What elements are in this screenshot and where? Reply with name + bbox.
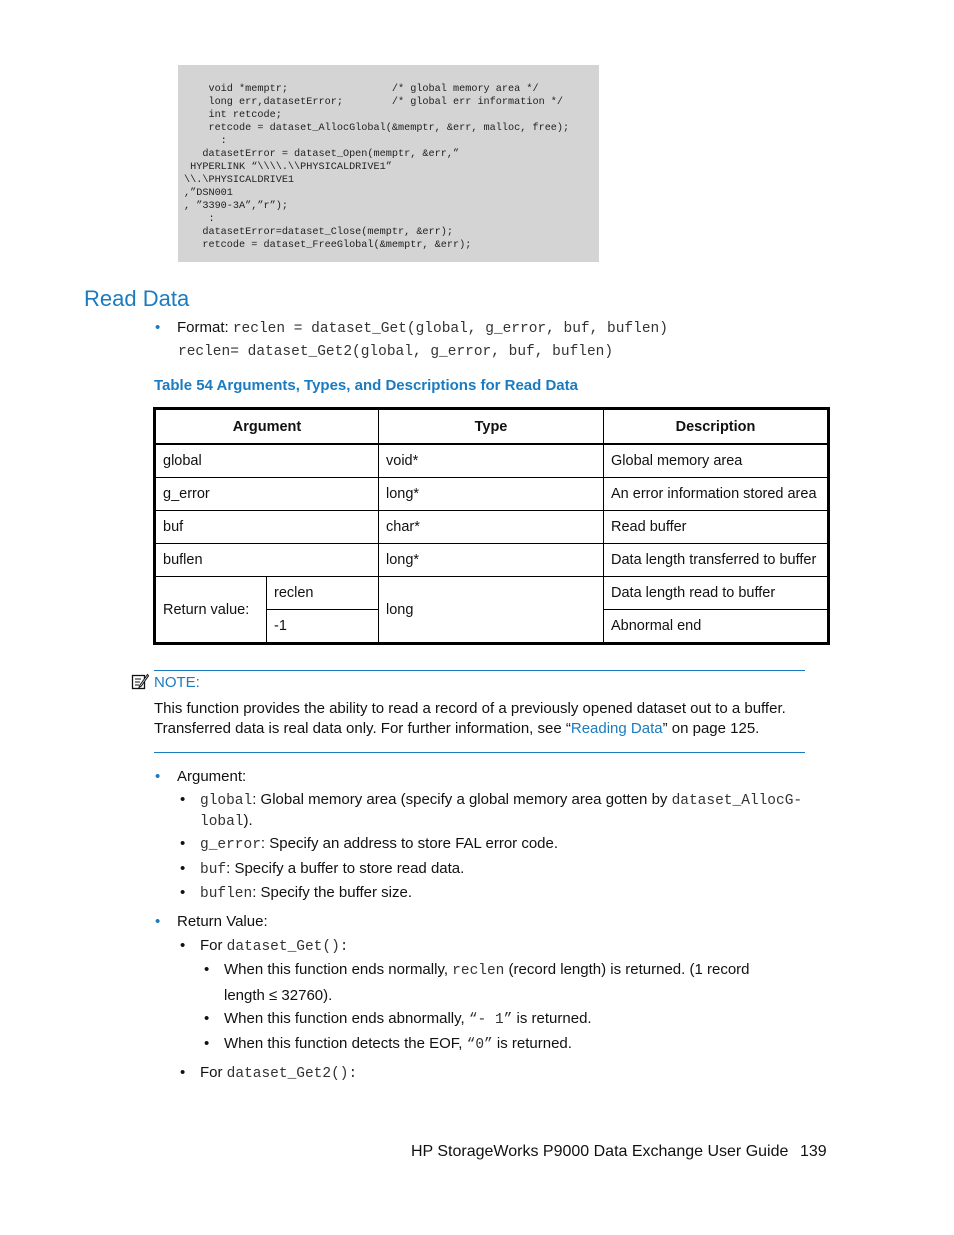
code-line: long err,datasetError; /* global err information */	[208, 97, 564, 108]
note-pencil-icon	[131, 673, 149, 691]
footer-page-number: 139	[800, 1143, 827, 1160]
note-label: NOTE:	[154, 674, 200, 691]
return-text: is returned.	[512, 1010, 592, 1027]
note-bottom-rule	[154, 752, 805, 753]
return-code: “0”	[466, 1037, 493, 1053]
format-code-get: reclen = dataset_Get(global, g_error, buf, buflen)	[232, 321, 668, 337]
argument-heading: Argument:	[177, 768, 247, 785]
cell-argument: buflen	[155, 544, 379, 577]
note-link-reading-data[interactable]: Reading Data	[570, 720, 663, 737]
return-text: (record length) is returned. (1 record	[504, 961, 750, 978]
sub-sub-bullet-icon: •	[204, 1035, 210, 1052]
bullet-icon: •	[155, 913, 161, 930]
return-normal-cont: length ≤ 32760).	[224, 987, 333, 1004]
header-type: Type	[379, 409, 604, 445]
cell-type: char*	[379, 511, 604, 544]
return-eof	[224, 1035, 572, 1053]
arguments-table	[153, 407, 830, 645]
table-row	[155, 444, 829, 478]
arg-text: : Global memory area (specify a global memory area gotten by	[252, 791, 672, 808]
arg-code: buf	[200, 862, 227, 878]
table-row	[155, 544, 829, 577]
code-line: \\.\PHYSICALDRIVE1	[184, 175, 295, 186]
table-row	[155, 478, 829, 511]
code-line: :	[208, 214, 215, 225]
code-line: void *memptr; /* global memory area */	[208, 84, 539, 95]
code-sample-text	[184, 83, 599, 252]
code-sample-block	[178, 65, 599, 262]
code-line: ,”DSN001	[184, 188, 233, 199]
sub-bullet-icon: •	[180, 791, 186, 808]
argument-item-buflen	[200, 884, 412, 902]
table-caption: Table 54 Arguments, Types, and Descriptions for Read Data	[154, 377, 578, 394]
cell-return-type: long	[379, 577, 604, 644]
return-text: When this function detects the EOF,	[224, 1035, 467, 1052]
return-text: is returned.	[492, 1035, 572, 1052]
return-for-get2	[200, 1064, 357, 1082]
note-text-after: ” on page 125.	[662, 720, 760, 737]
format-line	[177, 319, 668, 337]
for-label: For	[200, 1064, 227, 1081]
arg-code-ref-cont: lobal	[200, 814, 244, 830]
return-heading: Return Value:	[177, 913, 268, 930]
format-code-get2: reclen= dataset_Get2(global, g_error, buf, buflen)	[178, 344, 614, 360]
footer-guide-title: HP StorageWorks P9000 Data Exchange User Guide	[411, 1143, 789, 1160]
sub-bullet-icon: •	[180, 937, 186, 954]
code-line: retcode = dataset_FreeGlobal(&memptr, &err);	[184, 240, 472, 251]
code-line: datasetError = dataset_Open(memptr, &err,”	[202, 149, 460, 160]
cell-description: An error information stored area	[604, 478, 829, 511]
cell-argument: buf	[155, 511, 379, 544]
argument-item-global	[200, 791, 802, 809]
return-code: reclen	[452, 963, 505, 979]
arg-code: buflen	[200, 886, 253, 902]
return-for-get	[200, 937, 349, 955]
for-label: For	[200, 937, 227, 954]
table-header-row	[155, 409, 829, 445]
arg-text: : Specify a buffer to store read data.	[226, 860, 465, 877]
code-line: int retcode;	[208, 110, 282, 121]
header-description: Description	[604, 409, 829, 445]
sub-bullet-icon: •	[180, 1064, 186, 1081]
arg-code: global	[200, 793, 253, 809]
arg-text: : Specify the buffer size.	[252, 884, 413, 901]
return-text: When this function ends abnormally,	[224, 1010, 469, 1027]
code-line: , ”3390-3A”,”r”);	[184, 201, 288, 212]
cell-description: Global memory area	[604, 444, 829, 478]
code-line: datasetError=dataset_Close(memptr, &err);	[202, 227, 453, 238]
argument-item-buf	[200, 860, 464, 878]
cell-description: Read buffer	[604, 511, 829, 544]
return-normal	[224, 961, 750, 979]
cell-description: Data length transferred to buffer	[604, 544, 829, 577]
sub-bullet-icon: •	[180, 835, 186, 852]
code-line: :	[220, 136, 227, 147]
bullet-icon: •	[155, 319, 161, 336]
note-text	[154, 699, 794, 739]
cell-type: long*	[379, 544, 604, 577]
cell-return-label: Return value:	[155, 577, 267, 644]
format-label: Format:	[177, 319, 229, 336]
code-line: HYPERLINK “\\\\.\\PHYSICALDRIVE1”	[190, 162, 392, 173]
table-row	[155, 577, 829, 610]
header-argument: Argument	[155, 409, 379, 445]
bullet-icon: •	[155, 768, 161, 785]
note-top-rule	[154, 670, 805, 671]
cell-return-name: -1	[267, 610, 379, 644]
return-abnormal	[224, 1010, 592, 1028]
note-text-before: This function provides the ability to read a record of a previously opened dataset out to a buffer. Transferred data is real data only. For further information, see “	[154, 700, 786, 737]
sub-sub-bullet-icon: •	[204, 1010, 210, 1027]
section-title: Read Data	[84, 286, 190, 311]
func-get: dataset_Get():	[226, 939, 349, 955]
arg-code-ref: dataset_AllocG-	[671, 793, 803, 809]
cell-argument: g_error	[155, 478, 379, 511]
return-text: When this function ends normally,	[224, 961, 453, 978]
cell-description: Abnormal end	[604, 610, 829, 644]
code-line: retcode = dataset_AllocGlobal(&memptr, &err, malloc, free);	[208, 123, 570, 134]
argument-item-g-error	[200, 835, 558, 853]
cell-argument: global	[155, 444, 379, 478]
arg-code: g_error	[200, 837, 261, 853]
table-row	[155, 511, 829, 544]
sub-bullet-icon: •	[180, 884, 186, 901]
sub-sub-bullet-icon: •	[204, 961, 210, 978]
cell-type: void*	[379, 444, 604, 478]
cell-type: long*	[379, 478, 604, 511]
return-code: “- 1”	[468, 1012, 513, 1028]
arg-text: : Specify an address to store FAL error code.	[260, 835, 559, 852]
func-get2: dataset_Get2():	[226, 1066, 358, 1082]
arg-text-end: ).	[243, 812, 253, 829]
cell-description: Data length read to buffer	[604, 577, 829, 610]
sub-bullet-icon: •	[180, 860, 186, 877]
cell-return-name: reclen	[267, 577, 379, 610]
argument-item-global-cont	[200, 812, 253, 830]
